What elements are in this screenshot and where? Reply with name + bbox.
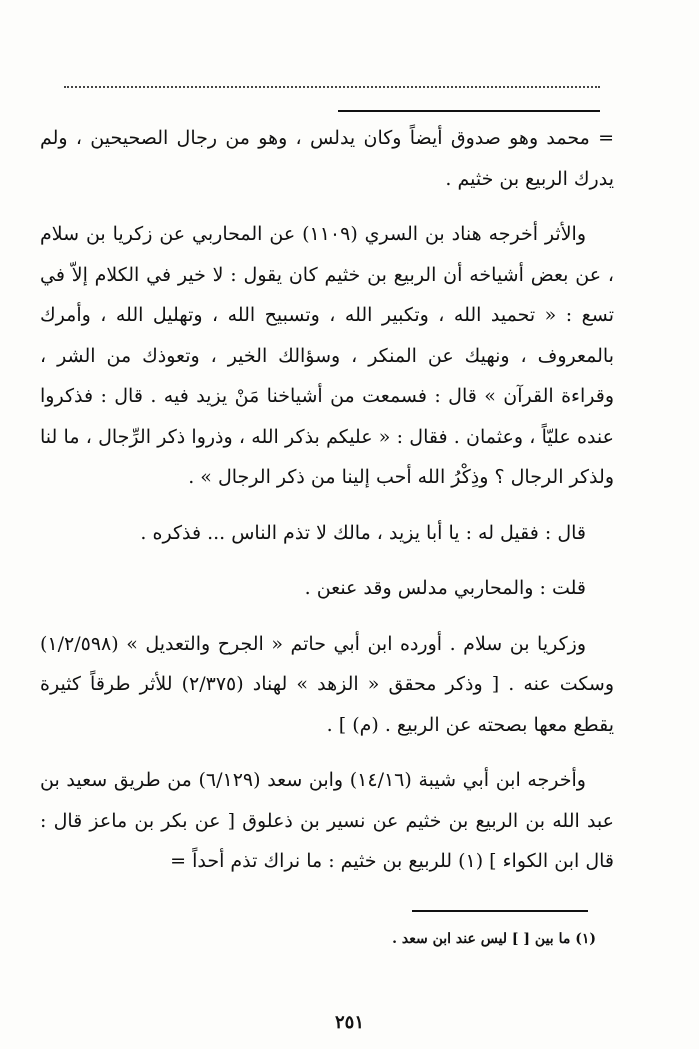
- paragraph-qultu: قلت : والمحاربي مدلس وقد عنعن .: [304, 577, 586, 599]
- footnote-1: (١) ما بين [ ] ليس عند ابن سعد .: [392, 931, 596, 947]
- header-dotted-line: [64, 86, 600, 88]
- continuation-rule: [338, 110, 600, 112]
- footnotes: [60, 924, 596, 954]
- page-body: [40, 118, 614, 882]
- paragraph-zakariya: وزكريا بن سلام . أورده ابن أبي حاتم « الجرح والتعديل » (١/٢/٥٩٨) وسكت عنه . [ وذكر محقق « الزهد » لهناد (٢/٣٧٥) للأثر طرقاً كثيرة يقطع معها بصحته عن الربيع . (م) ] .: [40, 632, 614, 736]
- paragraph-qala: قال : فقيل له : يا أبا يزيد ، مالك لا تذم الناس ... فذكره .: [140, 521, 586, 544]
- paragraph-athar: والأثر أخرجه هناد بن السري (١١٠٩) عن المحاربي عن زكريا بن سلام ، عن بعض أشياخه أن الربيع بن خثيم كان يقول : لا خير في الكلام إلاّ في تسع : « تحميد الله ، وتكبير الله ، وتسبيح الله ، وتهليل الله ، وأمرك بالمعروف ، ونهيك عن المنكر ، وسؤالك الخير ، وتعوذك من الشر ، وقراءة القرآن » قال : فسمعت من أشياخنا مَنْ يزيد فيه . قال : فذكروا عنده عليّاً ، وعثمان . فقال : « عليكم بذكر الله ، وذروا ذكر الرِّجال ، ما لنا ولذكر الرجال ؟ وذِكْرُ الله أحب إلينا من ذكر الرجال » .: [40, 223, 614, 488]
- footnote-separator: [412, 910, 588, 912]
- paragraph-akhrajahu: وأخرجه ابن أبي شيبة (١٤/١٦) وابن سعد (٦/١٢٩) من طريق سعيد بن عبد الله بن الربيع بن خثيم عن نسير بن ذعلوق [ عن بكر بن ماعز قال : قال ابن الكواء ] (١) للربيع بن خثيم : ما نراك تذم أحداً =: [40, 769, 614, 872]
- paragraph-continuation: = محمد وهو صدوق أيضاً وكان يدلس ، وهو من رجال الصحيحين ، ولم يدرك الربيع بن خثيم .: [40, 127, 614, 190]
- page-number: ٢٥١: [334, 1012, 364, 1033]
